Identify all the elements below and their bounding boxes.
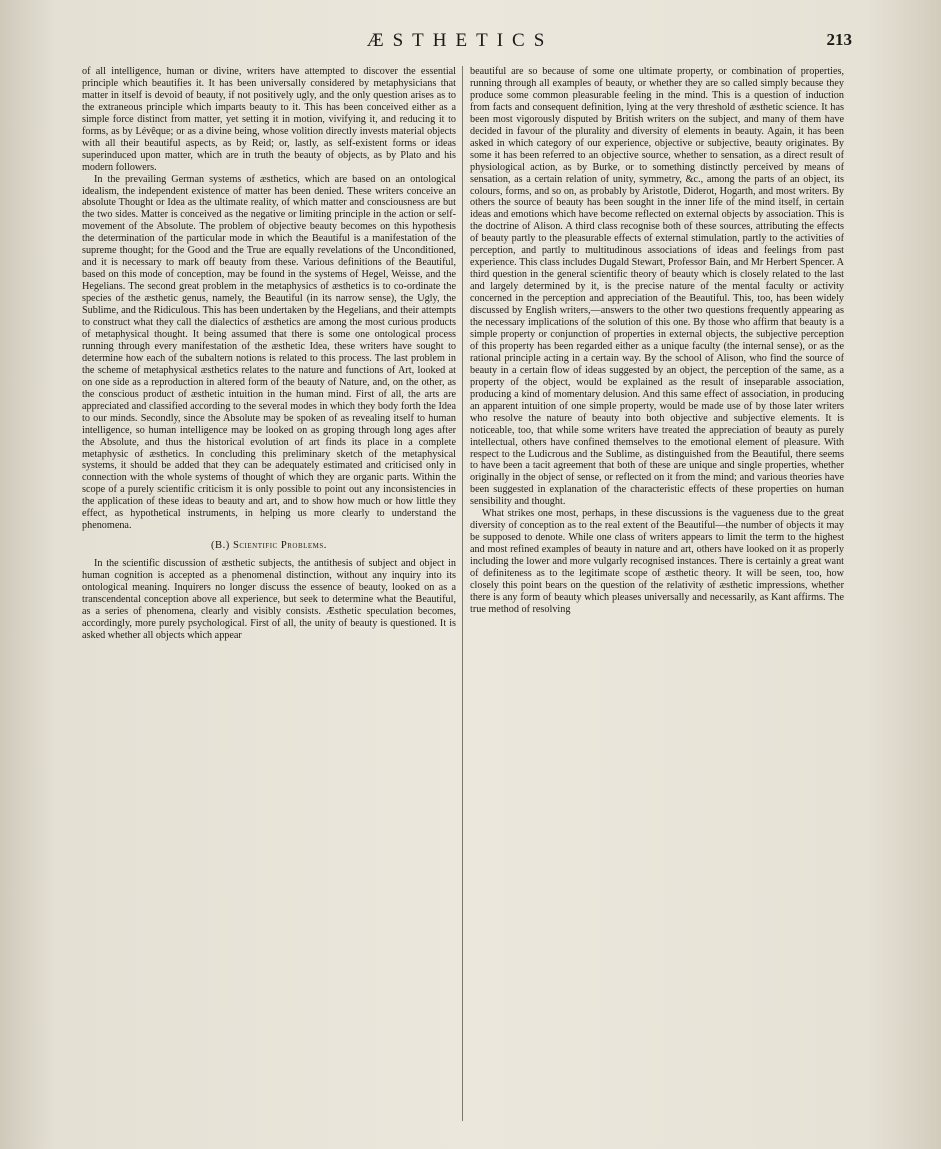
left-paragraph-2: In the prevailing German systems of æsthetics, which are based on an ontological idealism, the independent existence of matter has been denied. These writers conceive an absolute Thought or Idea as the ultimate reality, of which matter and consciousness are but the two sides. Matter is conceived as the negative or limiting principle in the action or self-movement of the Absolute. The problem of objective beauty becomes on this hypothesis the determination of the particular mode in which the Beautiful is a manifestation of the supreme thought; for the Good and the True are equally revelations of the Unconditioned, and it is necessary to mark off beauty from these. Various definitions of the Beautiful, based on this mode of conception, may be found in the systems of Hegel, Weisse, and the Hegelians. The second great problem in the metaphysics of æsthetics is to co-ordinate the species of the æsthetic genus, namely, the Beautiful (in its narrow sense), the Ugly, the Sublime, and the Ridiculous. This has been undertaken by the Hegelians, and their attempts to construct what they call the dialectics of æsthetics are among the most curious products of metaphysical thought. It being assumed that there is some one ontological process running through every manifestation of the æsthetic Idea, these writers have sought to determine how each of the subaltern notions is related to this process. The last problem in the scheme of metaphysical æsthetics relates to the nature and functions of Art, looked at on one side as a reproduction in altered form of the beauty of Nature, and, on the other, as the conscious product of æsthetic intuition in the human mind. First of all, the arts are appreciated and classified according to the several modes in which they body forth the Idea to our minds. Secondly, since the Absolute may be spoken of as revealing itself to human intelligence, so human intelligence may be looked on as groping through long ages after the Absolute, and thus the historical evolution of art finds its place in a complete metaphysic of æsthetics. In concluding this preliminary sketch of the metaphysical systems, it should be added that they can be adequately estimated and criticised only in connection with the whole systems of thought of which they are organic parts. Within the scope of a purely scientific criticism it is only possible to point out any inconsistencies in the application of these ideas to beauty and art, and to show how much or how little they effect, as hypothetical instruments, in helping us more clearly to understand the phenomena. <box>82 173 456 532</box>
page-number: 213 <box>826 30 852 49</box>
subheading-title: Scientific Problems. <box>232 540 327 552</box>
section-subheading <box>82 540 456 552</box>
right-column <box>470 66 844 616</box>
left-paragraph-3: In the scientific discussion of æsthetic subjects, the antithesis of subject and object in human cognition is accepted as a phenomenal distinction, without any inquiry into its ontological meaning. Inquirers no longer discuss the essence of beauty, looked on as a transcendental conception above all experience, but seek to determine what the Beautiful, as a series of phenomena, clearly and visibly consists. Æsthetic speculation becomes, accordingly, more purely psychological. First of all, the unity of beauty is questioned. It is asked whether all objects which appear <box>82 558 456 641</box>
column-divider <box>462 66 463 1121</box>
page-header <box>80 30 852 56</box>
left-column <box>82 66 456 642</box>
right-paragraph-2: What strikes one most, perhaps, in these discussions is the vagueness due to the great diversity of conception as to the real extent of the Beautiful—the number of objects it may be supposed to denote. While one class of writers appears to limit the term to the highest and most refined examples of beauty in nature and art, others have looked on it as properly including the lower and more vulgarly recognised instances. There is certainly a great want of definiteness as to the legitimate scope of æsthetic theory. It will be seen, too, how closely this point bears on the question of the relativity of æsthetic impressions, whether there is any form of beauty which pleases universally and necessarily, as Kant affirms. The true method of resolving <box>470 508 844 615</box>
running-title: ÆSTHETICS <box>366 30 554 51</box>
right-paragraph-1: beautiful are so because of some one ultimate property, or combination of properties, running through all examples of beauty, or whether they are so called simply because they produce some common pleasurable feeling in the mind. This is a question of induction from facts and consequent definition, lying at the very threshold of æsthetic science. It has been most vigorously disputed by British writers on the subject, and many of them have decided in favour of the plurality and diversity of elements in beauty. Again, it has been asked in which category of our experience, objective or subjective, beauty originates. By some it has been referred to an objective source, whether to sensation, as a direct result of physiological action, as by Burke, or to something distinctly perceived by means of sensation, as a certain relation of unity, symmetry, &c., among the parts of an object, its colours, forms, and so on, as probably by Aristotle, Diderot, Hogarth, and most writers. By others the source of beauty has been sought in the inner life of the mind itself, in certain ideas and emotions which have become reflected on external objects by association. This is the doctrine of Alison. A third class recognise both of these sources, attributing the effects of beauty partly to the pleasurable effects of external stimulation, partly to the activities of perception, and partly to multitudinous associations of ideas and feelings from past experience. This class includes Dugald Stewart, Professor Bain, and Mr Herbert Spencer. A third question in the general scientific theory of beauty which is closely related to the last and largely determined by it, is the precise nature of the mental faculty or activity concerned in the perception and appreciation of the Beautiful. This, too, has been widely discussed by English writers,—answers to the other two questions frequently appearing as the necessary implications of the solution of this one. By those who affirm that beauty is a simple property or conjunction of properties in external objects, the subjective perception of this property has been regarded either as a unique faculty (the internal sense), or as the rational principle acting in a certain way. By the school of Alison, who find the source of beauty in a certain flow of ideas suggested by an object, the perception of the same, as a property of the object, would be explained as the result of inseparable association, producing a kind of momentary delusion. And this same effect of association, in producing an apparent intuition of one simple property, would be made use of by those later writers who resolve the nature of beauty into both objective and subjective elements. It is noticeable, too, that while some writers have treated the appreciation of beauty as purely intellectual, others have confined themselves to the emotional element of pleasure. With respect to the Ludicrous and the Sublime, as distinguished from the Beautiful, there seems to have been a tacit agreement that both of these are unique and single properties, whether originally in the object of sense, or reflected on it from the mind; and various theories have been suggested in explanation of the characteristic effects of these properties on human sensibility and thought. <box>470 66 844 508</box>
left-paragraph-1: of all intelligence, human or divine, writers have attempted to discover the essential principle which beautifies it. It has been universally considered by metaphysicians that matter in itself is devoid of beauty, if not positively ugly, and the only question arises as to the extraneous principle which imparts beauty to it. This has been conceived either as a simple force distinct from matter, yet setting it in motion, vivifying it, and reducing it to forms, as by Lévêque; or as a divine being, whose volition directly invests material objects with all their beautiful aspects, as by Reid; or, lastly, as self-existent forms or ideas superinduced upon matter, which are in truth the beauty of objects, as by Plato and his modern followers. <box>82 66 456 173</box>
subheading-number: (B.) <box>211 540 230 552</box>
